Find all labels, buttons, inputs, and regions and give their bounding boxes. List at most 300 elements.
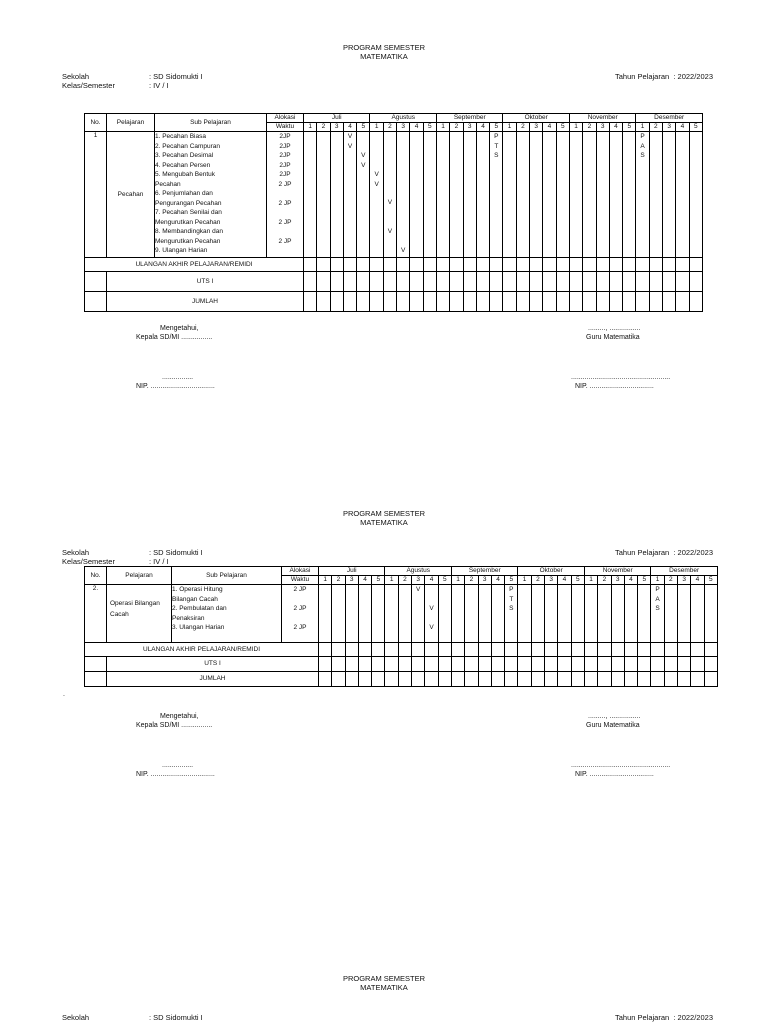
alokasi-value: 2JP — [279, 171, 291, 178]
week-cell — [558, 585, 571, 643]
week-cell — [636, 272, 649, 292]
alokasi-value — [282, 595, 318, 605]
week-number: 1 — [370, 123, 383, 132]
week-number: 2 — [649, 123, 662, 132]
week-cell — [478, 585, 491, 643]
week-number: 5 — [623, 123, 636, 132]
alokasi-value: 2 JP — [278, 180, 292, 188]
week-cell — [436, 132, 449, 258]
week-cell — [556, 272, 569, 292]
row-ulangan — [85, 643, 718, 657]
header-month-agustus: Agustus — [370, 114, 436, 123]
alokasi-value: 2 JP — [293, 624, 307, 631]
week-number: 2 — [450, 123, 463, 132]
check-mark: V — [387, 227, 393, 235]
week-cell — [689, 292, 702, 312]
kepala-nip: NIP. ................................. — [136, 771, 215, 778]
uts-label: UTS I — [107, 272, 304, 292]
week-cell — [345, 672, 358, 687]
year-value: : 2022/2023 — [673, 548, 713, 557]
week-cell — [410, 292, 423, 312]
week-cell — [410, 272, 423, 292]
week-cell — [609, 258, 622, 272]
week-number: 4 — [476, 123, 489, 132]
week-cell — [678, 657, 691, 672]
week-number: 1 — [304, 123, 317, 132]
week-cell — [598, 585, 611, 643]
sub-item: 5. Mengubah Bentuk — [155, 171, 215, 178]
check-mark: V — [416, 586, 421, 593]
week-cell — [558, 672, 571, 687]
week-number: 5 — [505, 576, 518, 585]
week-cell — [491, 657, 504, 672]
header-sub-pelajaran: Sub Pelajaran — [155, 114, 267, 132]
alokasi-value — [267, 227, 303, 237]
week-cell — [398, 672, 411, 687]
pas-letter: P — [655, 586, 660, 593]
header-month-desember: Desember — [636, 114, 702, 123]
week-cell — [357, 292, 370, 312]
pas-letter: S — [655, 605, 660, 612]
sub-item: 2. Pembulatan dan — [172, 605, 227, 612]
check-mark: V — [361, 152, 366, 159]
week-cell — [649, 292, 662, 312]
week-cell — [332, 672, 345, 687]
week-number: 4 — [676, 123, 689, 132]
class-row — [62, 557, 169, 566]
kepala-name-line: ................ — [162, 762, 194, 769]
week-cell — [598, 672, 611, 687]
week-cell — [516, 258, 529, 272]
pts-letter: P — [494, 133, 499, 140]
header-month-november: November — [584, 567, 650, 576]
week-cell — [638, 585, 651, 643]
program-title: PROGRAM SEMESTER — [342, 43, 426, 52]
sub-item: 3. Pecahan Desimal — [155, 152, 214, 159]
week-cell — [385, 585, 398, 643]
week-cell — [545, 643, 558, 657]
week-cell — [678, 643, 691, 657]
week-number: 5 — [372, 576, 385, 585]
week-cell — [304, 292, 317, 312]
week-cell — [423, 258, 436, 272]
week-number: 1 — [569, 123, 582, 132]
week-cell — [704, 643, 717, 657]
week-cell — [516, 272, 529, 292]
sub-item: 7. Pecahan Senilai dan — [155, 209, 222, 216]
week-cell — [383, 132, 396, 258]
week-cell — [358, 672, 371, 687]
week-number: 2 — [317, 123, 330, 132]
week-cell — [410, 132, 423, 258]
week-cell — [503, 258, 516, 272]
sub-item: 1. Pecahan Biasa — [155, 133, 206, 140]
row-no: 2. — [85, 585, 107, 643]
week-cell — [638, 672, 651, 687]
week-number: 3 — [678, 576, 691, 585]
week-cell — [545, 657, 558, 672]
week-cell — [317, 132, 330, 258]
week-number: 1 — [651, 576, 664, 585]
week-number: 5 — [704, 576, 717, 585]
alokasi-value: 2JP — [279, 142, 291, 150]
week-cell — [317, 292, 330, 312]
week-cell — [691, 643, 704, 657]
week-cell — [438, 643, 451, 657]
week-cell — [491, 672, 504, 687]
header-waktu: Waktu — [282, 576, 319, 585]
week-number: 2 — [383, 123, 396, 132]
week-cell — [596, 272, 609, 292]
pts-letter: T — [509, 595, 514, 603]
week-number: 3 — [545, 576, 558, 585]
week-number: 4 — [624, 576, 637, 585]
week-cell — [319, 643, 332, 657]
week-cell — [503, 272, 516, 292]
header-month-oktober: Oktober — [518, 567, 584, 576]
row-uts — [85, 272, 703, 292]
sub-item: 6. Penjumlahan dan — [155, 190, 213, 197]
week-cell — [530, 292, 543, 312]
week-number: 3 — [611, 576, 624, 585]
week-cell — [678, 672, 691, 687]
week-cell — [623, 132, 636, 258]
week-number: 5 — [423, 123, 436, 132]
week-cell — [691, 585, 704, 643]
week-cell — [372, 672, 385, 687]
week-number: 2 — [664, 576, 677, 585]
week-cell — [543, 292, 556, 312]
week-cell — [518, 657, 531, 672]
week-number: 4 — [691, 576, 704, 585]
school-row — [62, 548, 203, 557]
week-cell — [518, 585, 531, 643]
class-value: : IV / I — [149, 81, 169, 90]
program-title: PROGRAM SEMESTER — [342, 509, 426, 518]
week-number: 3 — [463, 123, 476, 132]
week-cell — [330, 132, 343, 258]
week-cell — [545, 585, 558, 643]
date-line: ........., ................ — [588, 325, 641, 332]
week-cell — [598, 657, 611, 672]
week-number: 1 — [584, 576, 597, 585]
header-alokasi: Alokasi — [282, 567, 319, 576]
week-cell — [704, 672, 717, 687]
header-month-juli: Juli — [304, 114, 370, 123]
week-cell — [636, 258, 649, 272]
week-cell — [676, 258, 689, 272]
week-cell — [436, 258, 449, 272]
pas-letter: P — [640, 133, 645, 140]
week-number: 5 — [357, 123, 370, 132]
class-value: : IV / I — [149, 557, 169, 566]
sub-item: Penaksiran — [172, 614, 205, 622]
week-cell — [649, 132, 662, 258]
alokasi-value: 2 JP — [278, 237, 292, 245]
week-cell — [476, 272, 489, 292]
week-cell — [569, 258, 582, 272]
week-number: 2 — [465, 576, 478, 585]
week-cell — [664, 657, 677, 672]
week-cell — [491, 585, 504, 643]
week-cell — [397, 258, 410, 272]
week-cell — [319, 657, 332, 672]
header-month-september: September — [451, 567, 517, 576]
week-cell — [583, 258, 596, 272]
week-number: 4 — [543, 123, 556, 132]
week-cell — [476, 292, 489, 312]
week-cell — [651, 672, 664, 687]
week-cell — [571, 643, 584, 657]
kepala-name-line: ................ — [162, 374, 194, 381]
week-cell — [689, 258, 702, 272]
week-cell — [451, 643, 464, 657]
year-row — [615, 72, 713, 81]
check-mark: V — [387, 199, 393, 206]
guru-text: Guru Matematika — [586, 334, 640, 341]
week-cell — [423, 272, 436, 292]
school-value: : SD Sidomukti I — [149, 548, 203, 557]
alokasi-value — [267, 208, 303, 218]
week-cell — [503, 292, 516, 312]
week-cell — [412, 585, 425, 643]
week-cell — [478, 643, 491, 657]
week-cell — [490, 132, 503, 258]
week-cell — [518, 643, 531, 657]
week-cell — [543, 272, 556, 292]
week-cell — [691, 657, 704, 672]
alokasi-value: 2 JP — [278, 218, 292, 226]
week-cell — [451, 657, 464, 672]
week-number: 1 — [436, 123, 449, 132]
week-cell — [569, 272, 582, 292]
week-cell — [505, 585, 518, 643]
pts-letter: S — [494, 152, 499, 159]
week-cell — [317, 272, 330, 292]
week-cell — [465, 585, 478, 643]
week-cell — [584, 643, 597, 657]
week-number: 5 — [490, 123, 503, 132]
week-cell — [438, 657, 451, 672]
week-number: 1 — [451, 576, 464, 585]
pts-letter: S — [509, 605, 514, 612]
week-cell — [571, 657, 584, 672]
week-number: 4 — [609, 123, 622, 132]
week-cell — [372, 643, 385, 657]
week-cell — [624, 657, 637, 672]
sub-item: 2. Pecahan Campuran — [155, 142, 221, 150]
subject-title: MATEMATIKA — [360, 983, 408, 992]
header-month-desember: Desember — [651, 567, 717, 576]
subject-title: MATEMATIKA — [360, 518, 408, 527]
week-number: 2 — [531, 576, 544, 585]
week-cell — [330, 258, 343, 272]
week-cell — [343, 132, 356, 258]
week-cell — [689, 272, 702, 292]
row-pelajaran: Pecahan — [107, 132, 155, 258]
week-cell — [412, 657, 425, 672]
week-cell — [505, 672, 518, 687]
check-mark: V — [374, 180, 379, 188]
header-month-november: November — [569, 114, 635, 123]
week-cell — [664, 585, 677, 643]
week-number: 4 — [558, 576, 571, 585]
week-number: 2 — [583, 123, 596, 132]
week-cell — [609, 132, 622, 258]
week-cell — [345, 657, 358, 672]
header-month-agustus: Agustus — [385, 567, 451, 576]
week-number: 4 — [410, 123, 423, 132]
sub-item: Pecahan — [155, 180, 181, 188]
sub-item: Mengurutkan Pecahan — [155, 237, 221, 245]
week-cell — [476, 132, 489, 258]
school-label: Sekolah — [62, 548, 90, 557]
week-cell — [516, 132, 529, 258]
week-cell — [372, 585, 385, 643]
header-alokasi: Alokasi — [267, 114, 304, 123]
week-cell — [651, 643, 664, 657]
uts-label: UTS I — [107, 657, 319, 672]
week-cell — [663, 272, 676, 292]
week-cell — [491, 643, 504, 657]
alokasi-value: 2JP — [279, 133, 291, 140]
week-cell — [463, 132, 476, 258]
week-cell — [370, 272, 383, 292]
week-cell — [425, 585, 438, 643]
week-cell — [649, 258, 662, 272]
week-cell — [664, 672, 677, 687]
week-cell — [596, 292, 609, 312]
week-cell — [558, 657, 571, 672]
week-number: 3 — [330, 123, 343, 132]
sub-item: 9. Ulangan Harian — [155, 247, 208, 254]
week-cell — [450, 292, 463, 312]
week-cell — [531, 643, 544, 657]
week-cell — [611, 672, 624, 687]
ulangan-label: ULANGAN AKHIR PELAJARAN/REMIDI — [85, 258, 304, 272]
week-cell — [505, 643, 518, 657]
week-cell — [358, 643, 371, 657]
week-cell — [531, 585, 544, 643]
week-cell — [664, 643, 677, 657]
week-number: 1 — [518, 576, 531, 585]
school-row — [62, 72, 203, 81]
week-cell — [556, 132, 569, 258]
guru-nip: NIP. ................................. — [575, 383, 654, 390]
week-cell — [385, 657, 398, 672]
check-mark: V — [347, 142, 353, 150]
week-cell — [385, 672, 398, 687]
school-value: : SD Sidomukti I — [149, 72, 203, 81]
header-no: No. — [85, 114, 107, 132]
row-uts — [85, 657, 718, 672]
week-cell — [436, 292, 449, 312]
week-cell — [370, 292, 383, 312]
week-cell — [332, 657, 345, 672]
week-cell — [571, 672, 584, 687]
week-cell — [383, 292, 396, 312]
week-cell — [436, 272, 449, 292]
alokasi-value — [282, 614, 318, 624]
week-cell — [530, 132, 543, 258]
week-cell — [438, 672, 451, 687]
alokasi-value — [267, 189, 303, 199]
week-cell — [543, 258, 556, 272]
week-cell — [425, 643, 438, 657]
year-label: Tahun Pelajaran — [614, 548, 670, 557]
week-cell — [451, 585, 464, 643]
week-cell — [624, 643, 637, 657]
week-cell — [398, 643, 411, 657]
week-cell — [638, 657, 651, 672]
week-cell — [584, 672, 597, 687]
week-cell — [676, 132, 689, 258]
week-cell — [478, 657, 491, 672]
week-cell — [304, 132, 317, 258]
class-label: Kelas/Semester — [62, 557, 115, 566]
alokasi-list — [282, 585, 319, 643]
week-cell — [385, 643, 398, 657]
week-cell — [450, 132, 463, 258]
week-cell — [465, 672, 478, 687]
week-cell — [569, 292, 582, 312]
check-mark: V — [361, 161, 366, 169]
program-title: PROGRAM SEMESTER — [342, 974, 426, 983]
check-mark: V — [374, 171, 379, 178]
week-number: 2 — [398, 576, 411, 585]
sub-item: Bilangan Cacah — [172, 595, 218, 603]
sub-list — [155, 132, 267, 258]
week-number: 3 — [345, 576, 358, 585]
year-row — [615, 1013, 713, 1022]
week-number: 3 — [412, 576, 425, 585]
week-cell — [584, 585, 597, 643]
week-cell — [569, 132, 582, 258]
week-cell — [490, 258, 503, 272]
alokasi-value: 2JP — [279, 152, 291, 159]
week-cell — [357, 132, 370, 258]
header-month-oktober: Oktober — [503, 114, 569, 123]
school-label: Sekolah — [62, 72, 90, 81]
week-number: 2 — [598, 576, 611, 585]
sub-item: Mengurutkan Pecahan — [155, 218, 221, 226]
week-cell — [463, 258, 476, 272]
week-cell — [691, 672, 704, 687]
semester-table-1 — [84, 113, 703, 312]
week-cell — [478, 672, 491, 687]
week-cell — [678, 585, 691, 643]
week-cell — [412, 672, 425, 687]
year-value: : 2022/2023 — [673, 72, 713, 81]
week-cell — [663, 258, 676, 272]
week-cell — [518, 672, 531, 687]
week-cell — [638, 643, 651, 657]
pas-letter: S — [640, 152, 645, 159]
stray-dot: . — [63, 691, 65, 698]
week-cell — [530, 272, 543, 292]
week-cell — [558, 643, 571, 657]
week-cell — [611, 585, 624, 643]
check-mark: V — [401, 247, 406, 254]
alokasi-list — [267, 132, 304, 258]
week-cell — [623, 272, 636, 292]
week-number: 4 — [358, 576, 371, 585]
sub-item: 8. Membandingkan dan — [155, 228, 223, 235]
week-cell — [343, 258, 356, 272]
week-cell — [598, 643, 611, 657]
week-cell — [571, 585, 584, 643]
week-cell — [636, 292, 649, 312]
